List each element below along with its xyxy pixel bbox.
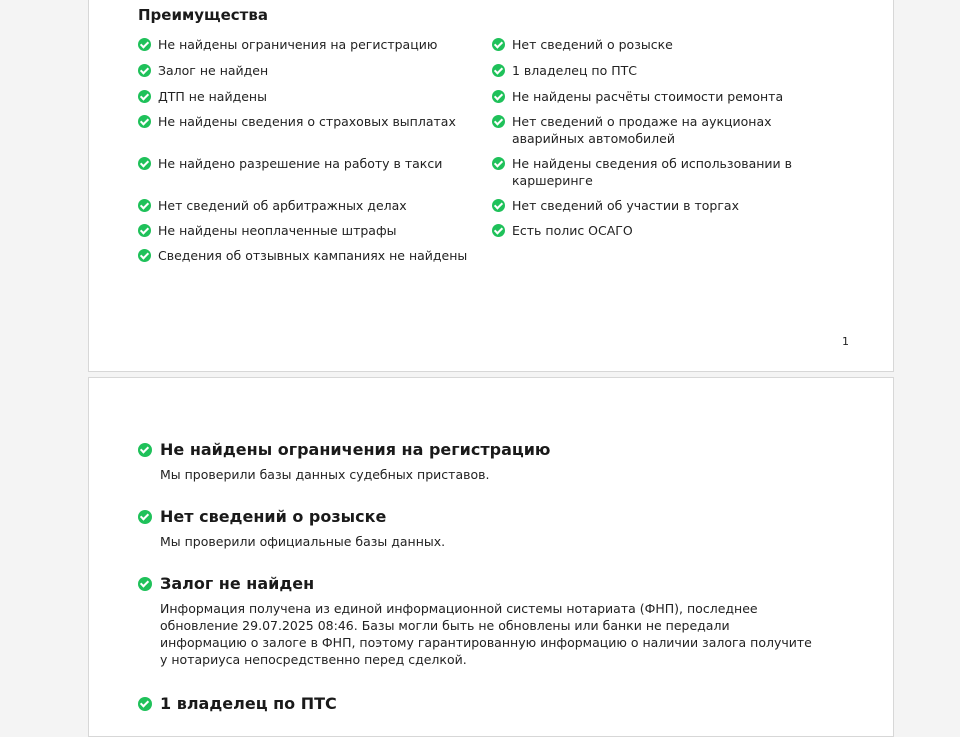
check-icon — [138, 249, 151, 262]
check-icon — [138, 510, 152, 524]
advantage-item: Залог не найден — [138, 62, 488, 79]
check-icon — [138, 199, 151, 212]
advantages-title: Преимущества — [138, 6, 268, 24]
advantages-right-column — [492, 36, 842, 239]
detail-header — [138, 507, 818, 527]
check-icon — [138, 697, 152, 711]
advantage-item: Не найдены сведения об использовании в каршеринге — [492, 155, 842, 189]
advantage-item: Не найдено разрешение на работу в такси — [138, 155, 488, 172]
check-icon — [138, 64, 151, 77]
detail-title: Не найдены ограничения на регистрацию — [160, 440, 551, 459]
detail-section — [138, 507, 818, 550]
detail-header — [138, 574, 818, 594]
check-icon — [138, 115, 151, 128]
detail-section — [138, 694, 818, 714]
advantage-item: 1 владелец по ПТС — [492, 62, 842, 79]
check-icon — [138, 443, 152, 457]
detail-header — [138, 440, 818, 460]
advantage-item: Есть полис ОСАГО — [492, 222, 842, 239]
advantage-item: Не найдены сведения о страховых выплатах — [138, 113, 488, 130]
detail-text: Мы проверили официальные базы данных. — [160, 534, 446, 549]
check-icon — [138, 90, 151, 103]
advantage-item: Не найдены ограничения на регистрацию — [138, 36, 488, 53]
advantage-item: Нет сведений о розыске — [492, 36, 842, 53]
advantage-item: Не найдены расчёты стоимости ремонта — [492, 88, 842, 105]
check-icon — [492, 115, 505, 128]
check-icon — [492, 157, 505, 170]
detail-header — [138, 694, 818, 714]
check-icon — [138, 577, 152, 591]
advantage-item: Нет сведений о продаже на аукционах аварийных автомобилей — [492, 113, 842, 147]
detail-section — [138, 440, 818, 483]
check-icon — [492, 64, 505, 77]
advantage-item: Нет сведений об арбитражных делах — [138, 197, 488, 214]
detail-title: Залог не найден — [160, 574, 315, 593]
report-page-1 — [88, 0, 894, 372]
detail-title: Нет сведений о розыске — [160, 507, 387, 526]
check-icon — [492, 38, 505, 51]
advantage-item: Не найдены неоплаченные штрафы — [138, 222, 488, 239]
check-icon — [138, 38, 151, 51]
advantage-item: Сведения об отзывных кампаниях не найдены — [138, 247, 488, 264]
detail-section — [138, 574, 818, 668]
detail-text: Информация получена из единой информационной системы нотариата (ФНП), последнее обновление 29.07.2025 08:46. Базы могли быть не обновлены или банки не передали информацию о залоге в ФНП, поэтому гарантированную информацию о наличии залога получите у нотариуса непосредственно перед сделкой. — [160, 601, 812, 667]
check-icon — [492, 90, 505, 103]
check-icon — [492, 224, 505, 237]
check-icon — [138, 224, 151, 237]
detail-title: 1 владелец по ПТС — [160, 694, 337, 713]
advantages-left-column — [138, 36, 488, 264]
check-icon — [492, 199, 505, 212]
check-icon — [138, 157, 151, 170]
page-number: 1 — [842, 335, 849, 348]
advantage-item: Нет сведений об участии в торгах — [492, 197, 842, 214]
report-page-2 — [88, 377, 894, 737]
advantage-item: ДТП не найдены — [138, 88, 488, 105]
detail-text: Мы проверили базы данных судебных приставов. — [160, 467, 490, 482]
